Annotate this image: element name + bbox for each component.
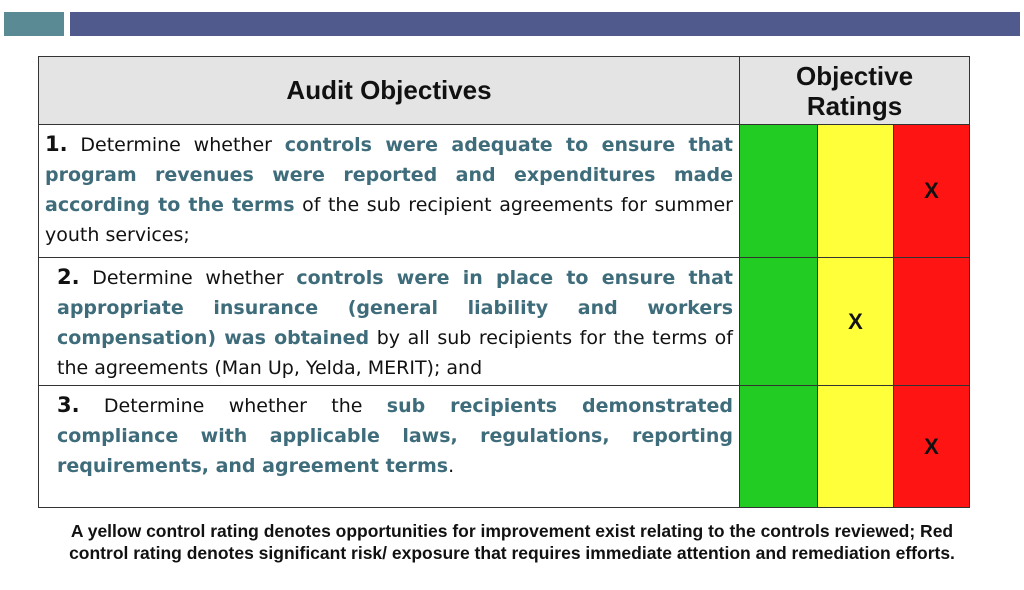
objective-number: 1. bbox=[45, 132, 68, 156]
rating-cell-yellow: X bbox=[818, 258, 894, 386]
header-ratings-line2: Ratings bbox=[806, 90, 903, 121]
table-header-row bbox=[39, 57, 970, 125]
objective-text: Determine whether bbox=[79, 267, 297, 289]
objective-text: . bbox=[448, 455, 455, 477]
header-ratings-line1: Objective bbox=[795, 60, 914, 91]
objective-1-text bbox=[39, 125, 740, 258]
rating-cell-red: X bbox=[894, 125, 970, 258]
decorative-bar-right bbox=[70, 12, 1020, 36]
objective-highlight: controls were in place to ensure that appropriate insurance (general liability and workers compensation) was obtained bbox=[57, 267, 733, 349]
audit-objectives-table bbox=[38, 56, 970, 508]
objective-highlight: sub recipients demonstrated compliance with applicable laws, regulations, reporting requirements, and agreement terms bbox=[57, 395, 733, 477]
objective-text: by all sub recipients for the terms of the agreements (Man Up, Yelda, MERIT); and bbox=[57, 327, 733, 379]
decorative-bar-left bbox=[4, 12, 64, 36]
objective-number: 2. bbox=[57, 265, 80, 289]
rating-cell-red bbox=[894, 258, 970, 386]
objective-text: of the sub recipient agreements for summer youth services; bbox=[45, 194, 733, 246]
objective-text: Determine whether bbox=[67, 134, 285, 156]
rating-cell-yellow bbox=[818, 125, 894, 258]
rating-cell-green bbox=[740, 258, 818, 386]
rating-cell-yellow bbox=[818, 386, 894, 508]
table-row bbox=[39, 258, 970, 386]
table-row bbox=[39, 386, 970, 508]
rating-cell-green bbox=[740, 386, 818, 508]
table-row bbox=[39, 125, 970, 258]
rating-cell-green bbox=[740, 125, 818, 258]
header-objective-ratings bbox=[740, 57, 970, 125]
objective-2-text bbox=[39, 258, 740, 386]
header-audit-objectives: Audit Objectives bbox=[39, 57, 740, 125]
objective-number: 3. bbox=[57, 393, 80, 417]
objective-text: Determine whether the bbox=[79, 395, 387, 417]
objective-highlight: controls were adequate to ensure that program revenues were reported and expenditures made according to the terms bbox=[45, 134, 733, 216]
rating-legend-footnote: A yellow control rating denotes opportunities for improvement exist relating to the controls reviewed; Red control rating denotes significant risk/ exposure that requires immediate attention and remediation efforts. bbox=[69, 521, 955, 563]
rating-cell-red: X bbox=[894, 386, 970, 508]
objective-3-text bbox=[39, 386, 740, 508]
